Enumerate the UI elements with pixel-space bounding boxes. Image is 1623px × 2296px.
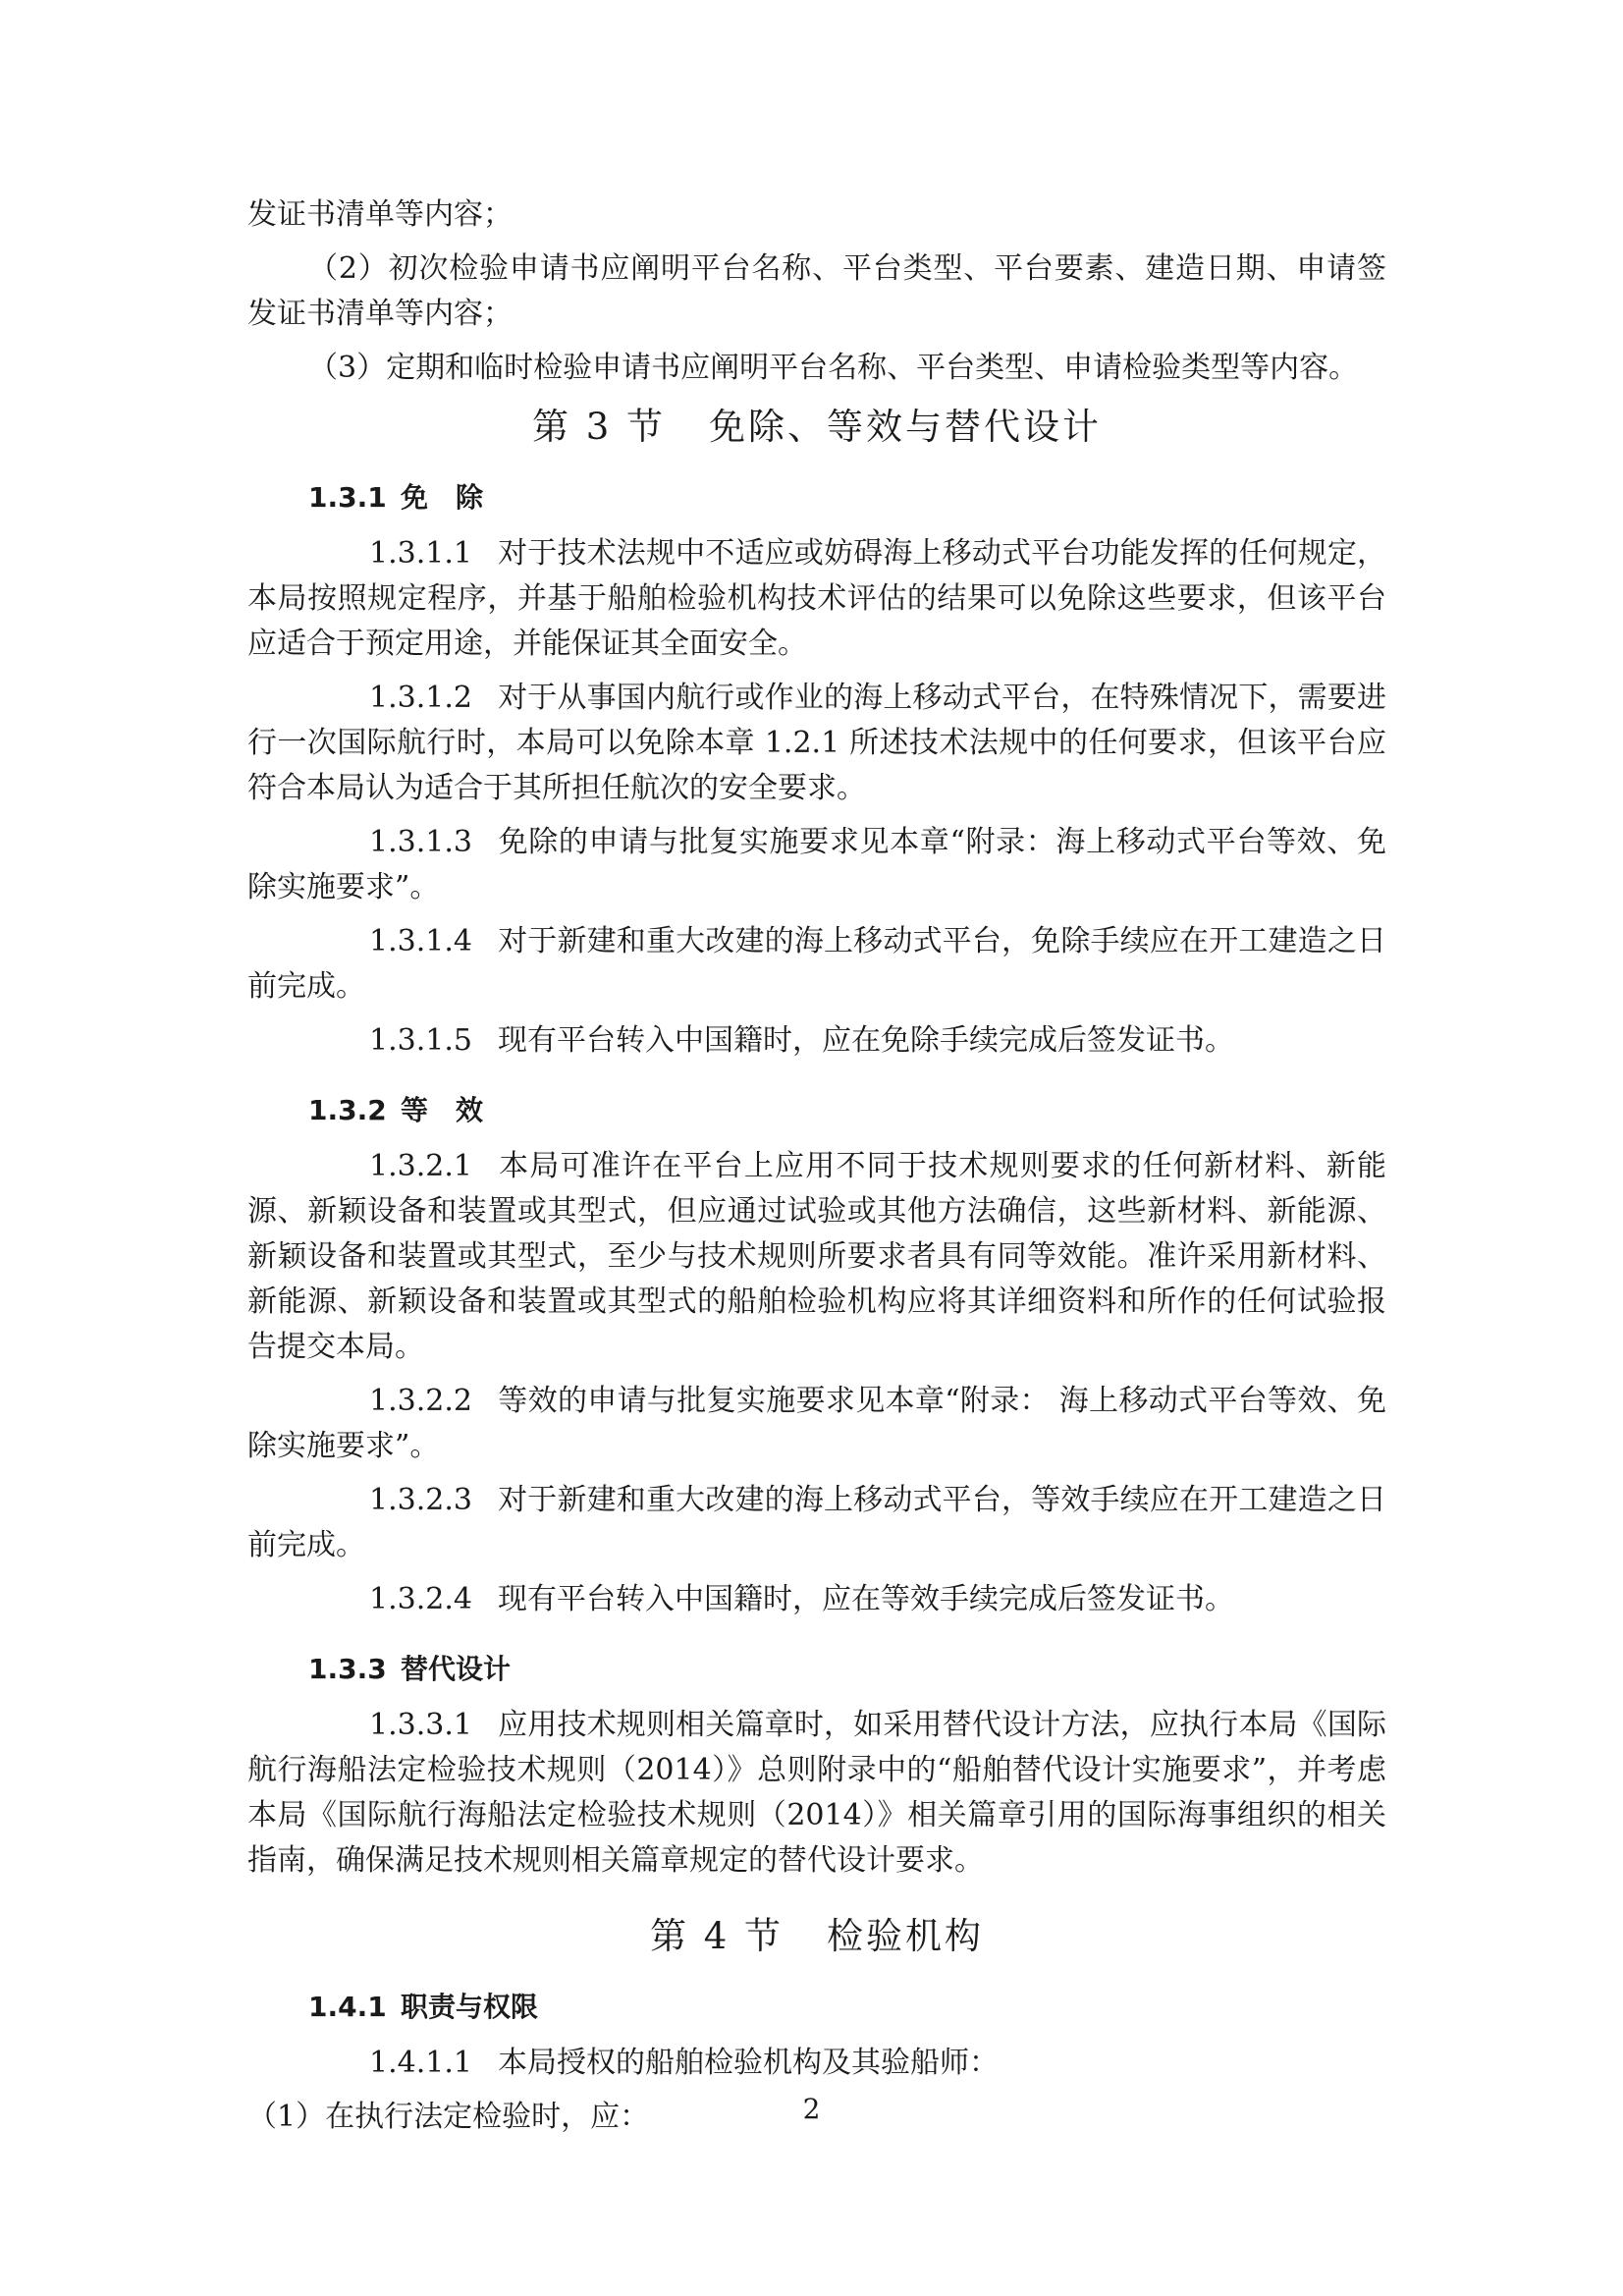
clause-text: 对于技术法规中不适应或妨碍海上移动式平台功能发挥的任何规定，本局按照规定程序，并基于船舶检验机构技术评估的结果可以免除这些要求，但该平台应适合于预定用途，并能保证其全面安全。 bbox=[247, 536, 1386, 661]
clause-number: 1.3.1.1 bbox=[369, 536, 472, 571]
clause-number: 1.3.1.4 bbox=[369, 924, 472, 958]
section-3-heading bbox=[247, 400, 1386, 455]
clause-1-3-1-4 bbox=[247, 919, 1386, 1010]
clause-1-3-2-1 bbox=[247, 1144, 1386, 1370]
clause-1-3-2-4 bbox=[247, 1577, 1386, 1622]
page-number: 2 bbox=[802, 2093, 821, 2125]
clause-text: 免除的申请与批复实施要求见本章“附录：海上移动式平台等效、免除实施要求”。 bbox=[247, 825, 1386, 904]
clause-text: 本局授权的船舶检验机构及其验船师： bbox=[497, 2046, 999, 2080]
article-number: 1.3.3 bbox=[308, 1653, 387, 1685]
clause-number: 1.3.3.1 bbox=[369, 1708, 472, 1742]
article-title: 职责与权限 bbox=[401, 1991, 539, 2023]
article-title: 免 除 bbox=[401, 481, 484, 514]
clause-number: 1.3.2.1 bbox=[369, 1149, 472, 1183]
clause-1-3-1-3 bbox=[247, 820, 1386, 910]
clause-text: 对于从事国内航行或作业的海上移动式平台，在特殊情况下，需要进行一次国际航行时，本局可以免除本章 1.2.1 所述技术法规中的任何要求，但该平台应符合本局认为适合于其所担任航次的安全要求。 bbox=[247, 681, 1386, 805]
article-number: 1.3.1 bbox=[308, 481, 387, 514]
article-1-3-3-heading bbox=[247, 1648, 1386, 1691]
clause-1-3-3-1 bbox=[247, 1703, 1386, 1884]
clause-1-4-1-1 bbox=[247, 2041, 1386, 2086]
clause-1-3-2-2 bbox=[247, 1379, 1386, 1469]
clause-number: 1.3.1.5 bbox=[369, 1023, 472, 1058]
clause-number: 1.3.2.4 bbox=[369, 1582, 472, 1616]
article-title: 等 效 bbox=[401, 1094, 484, 1126]
section-number: 第 4 节 bbox=[649, 1915, 784, 1957]
clause-text: 对于新建和重大改建的海上移动式平台，免除手续应在开工建造之日前完成。 bbox=[247, 924, 1386, 1004]
clause-number: 1.3.2.3 bbox=[369, 1483, 472, 1517]
clause-text: 应用技术规则相关篇章时，如采用替代设计方法，应执行本局《国际航行海船法定检验技术规则（2014）》总则附录中的“船舶替代设计实施要求”，并考虑本局《国际航行海船法定检验技术规则（2014）》相关篇章引用的国际海事组织的相关指南，确保满足技术规则相关篇章规定的替代设计要求。 bbox=[247, 1708, 1386, 1878]
section-4-heading bbox=[247, 1909, 1386, 1964]
paragraph: 发证书清单等内容； bbox=[247, 197, 513, 232]
clause-1-3-1-1 bbox=[247, 531, 1386, 667]
clause-text: 现有平台转入中国籍时，应在等效手续完成后签发证书。 bbox=[497, 1582, 1234, 1616]
clause-1-3-1-5 bbox=[247, 1018, 1386, 1064]
document-body bbox=[247, 192, 1386, 2149]
section-number: 第 3 节 bbox=[531, 406, 667, 448]
clause-number: 1.3.2.2 bbox=[369, 1384, 472, 1418]
clause-text: 等效的申请与批复实施要求见本章“附录： 海上移动式平台等效、免除实施要求”。 bbox=[247, 1384, 1386, 1463]
clause-text: 对于新建和重大改建的海上移动式平台，等效手续应在开工建造之日前完成。 bbox=[247, 1483, 1386, 1562]
paragraph: （2）初次检验申请书应阐明平台名称、平台类型、平台要素、建造日期、申请签发证书清单等内容； bbox=[247, 251, 1386, 331]
clause-number: 1.3.1.3 bbox=[369, 825, 472, 859]
clause-number: 1.3.1.2 bbox=[369, 681, 472, 715]
paragraph: （3）定期和临时检验申请书应阐明平台名称、平台类型、申请检验类型等内容。 bbox=[308, 351, 1359, 385]
article-number: 1.4.1 bbox=[308, 1991, 387, 2023]
section-title: 免除、等效与替代设计 bbox=[709, 406, 1103, 448]
article-1-4-1-heading bbox=[247, 1986, 1386, 2029]
section-title: 检验机构 bbox=[827, 1915, 985, 1957]
article-1-3-1-heading bbox=[247, 476, 1386, 519]
article-1-3-2-heading bbox=[247, 1089, 1386, 1132]
clause-1-3-1-2 bbox=[247, 676, 1386, 811]
clause-text: 现有平台转入中国籍时，应在免除手续完成后签发证书。 bbox=[497, 1023, 1234, 1058]
clause-number: 1.4.1.1 bbox=[369, 2046, 472, 2080]
clause-text: 本局可准许在平台上应用不同于技术规则要求的任何新材料、新能源、新颖设备和装置或其型式，但应通过试验或其他方法确信，这些新材料、新能源、新颖设备和装置或其型式，至少与技术规则所要求者具有同等效能。准许采用新材料、新能源、新颖设备和装置或其型式的船舶检验机构应将其详细资料和所作的任何试验报告提交本局。 bbox=[247, 1149, 1386, 1364]
article-title: 替代设计 bbox=[401, 1653, 512, 1685]
article-number: 1.3.2 bbox=[308, 1094, 387, 1126]
clause-1-3-2-3 bbox=[247, 1478, 1386, 1568]
list-item: （1）在执行法定检验时，应： bbox=[247, 2100, 650, 2134]
